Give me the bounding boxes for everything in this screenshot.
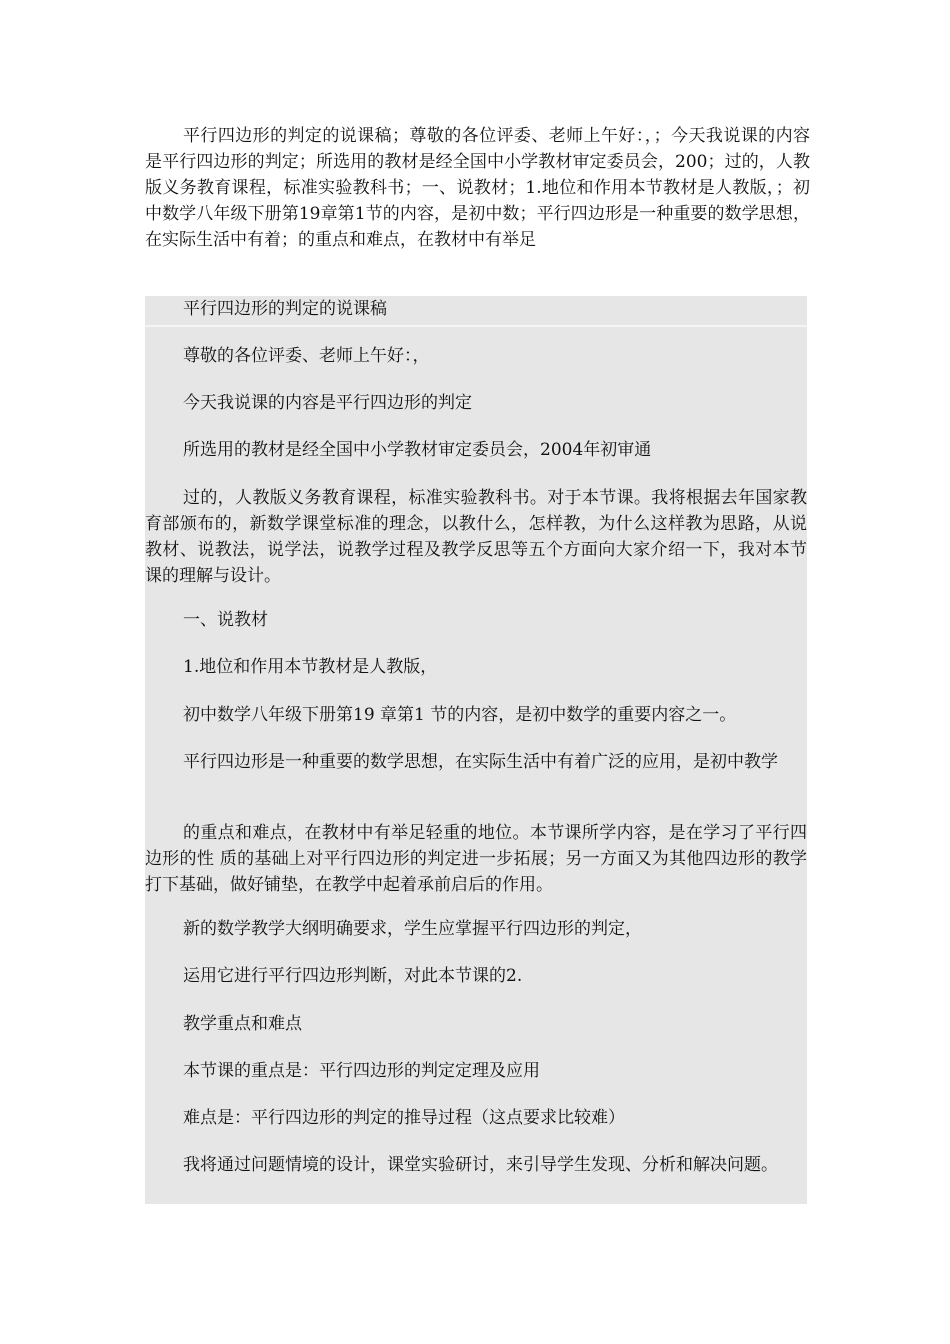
paragraph-key-role: 的重点和难点，在教材中有举足轻重的地位。本节课所学内容，是在学习了平行四边形的性 质的基础上对平行四边形的判定进一步拓展；另一方面又为其他四边形的教学打下基础，做好铺垫，在教学中起着承前启后的作用。: [145, 820, 807, 898]
paragraph-intro: 过的，人教版义务教育课程，标准实验教科书。对于本节课。我将根据去年国家教育部颁布的，新数学课堂标准的理念，以教什么，怎样教，为什么这样教为思路，从说教材、说教法，说学法，说教学过程及教学反思等五个方面向大家介绍一下，我对本节课的理解与设计。: [145, 485, 807, 589]
paragraph-greeting: 尊敬的各位评委、老师上午好：，: [145, 343, 807, 369]
paragraph-title: 平行四边形的判定的说课稿: [145, 296, 807, 322]
paragraph-importance: 平行四边形是一种重要的数学思想，在实际生活中有着广泛的应用，是初中教学: [145, 749, 807, 775]
paragraph-position: 1.地位和作用本节教材是人教版，: [145, 654, 807, 680]
paragraph-syllabus: 新的数学教学大纲明确要求，学生应掌握平行四边形的判定，: [145, 916, 807, 942]
paragraph-chapter: 初中数学八年级下册第19 章第1 节的内容，是初中数学的重要内容之一。: [145, 702, 807, 728]
content-block: [145, 296, 807, 1204]
paragraph-section-2: 教学重点和难点: [145, 1011, 807, 1037]
paragraph-application: 运用它进行平行四边形判断，对此本节课的2.: [145, 963, 807, 989]
paragraph-textbook: 所选用的教材是经全国中小学教材审定委员会，2004年初审通: [145, 437, 807, 463]
paragraph-method: 我将通过问题情境的设计，课堂实验研讨，来引导学生发现、分析和解决问题。: [145, 1152, 807, 1178]
paragraph-difficulty: 难点是：平行四边形的判定的推导过程（这点要求比较难）: [145, 1105, 807, 1131]
paragraph-topic: 今天我说课的内容是平行四边形的判定: [145, 390, 807, 416]
paragraph-focus: 本节课的重点是：平行四边形的判定定理及应用: [145, 1058, 807, 1084]
summary-paragraph: 平行四边形的判定的说课稿；尊敬的各位评委、老师上午好：，；今天我说课的内容是平行四边形的判定；所选用的教材是经全国中小学教材审定委员会，200；过的，人教版义务教育课程，标准实验教科书；一、说教材；1.地位和作用本节教材是人教版，；初中数学八年级下册第19章第1节的内容，是初中数；平行四边形是一种重要的数学思想，在实际生活中有着；的重点和难点，在教材中有举足: [145, 126, 810, 250]
paragraph-divider: [145, 325, 807, 327]
paragraph-section-1: 一、说教材: [145, 607, 807, 633]
